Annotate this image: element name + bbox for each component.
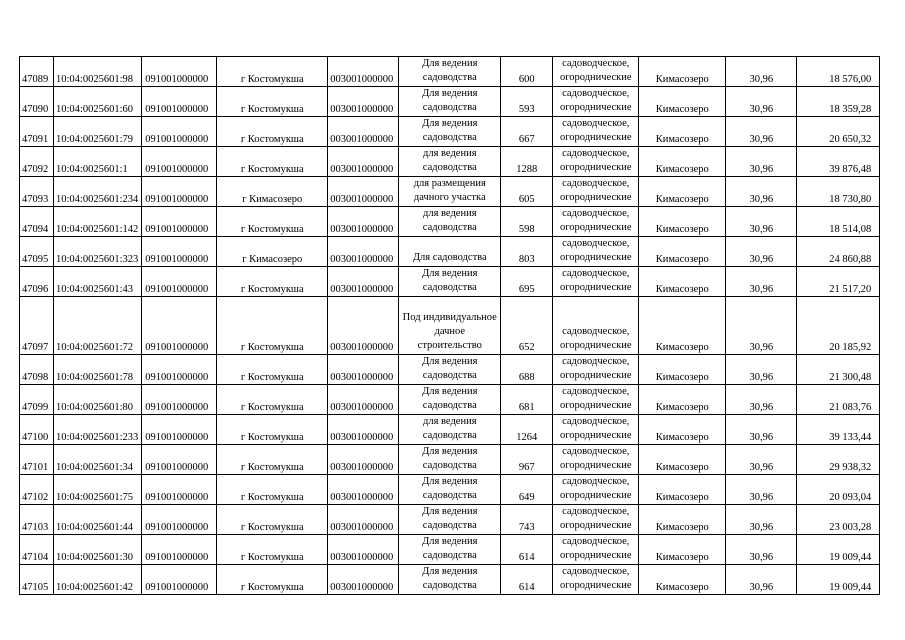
cadastral-value-cell: 23 003,28 — [797, 505, 880, 535]
location-cell: Кимасозеро — [639, 385, 726, 415]
location-cell: Кимасозеро — [639, 355, 726, 385]
record-number-cell: 47100 — [20, 415, 54, 445]
record-number-cell: 47091 — [20, 117, 54, 147]
settlement-cell: г Костомукша — [217, 87, 328, 117]
land-category-cell: садоводческое, огороднические — [553, 57, 639, 87]
land-category-cell: садоводческое, огороднические — [553, 117, 639, 147]
cadastral-number-cell: 10:04:0025601:1 — [54, 147, 142, 177]
location-cell: Кимасозеро — [639, 117, 726, 147]
location-cell: Кимасозеро — [639, 415, 726, 445]
rate-cell: 30,96 — [726, 57, 797, 87]
settlement-cell: г Костомукша — [217, 147, 328, 177]
land-category-cell: садоводческое, огороднические — [553, 505, 639, 535]
permitted-use-cell: Для ведения садоводства — [399, 355, 501, 385]
record-number-cell: 47098 — [20, 355, 54, 385]
record-number-cell: 47104 — [20, 535, 54, 565]
record-number-cell: 47097 — [20, 297, 54, 355]
oktmo-code-cell: 003001000000 — [328, 267, 399, 297]
cadastral-number-cell: 10:04:0025601:34 — [54, 445, 142, 475]
permitted-use-cell: для ведения садоводства — [399, 415, 501, 445]
cadastral-value-cell: 29 938,32 — [797, 445, 880, 475]
permitted-use-cell: Для ведения садоводства — [399, 57, 501, 87]
settlement-cell: г Костомукша — [217, 565, 328, 595]
permitted-use-cell: Для ведения садоводства — [399, 505, 501, 535]
rate-cell: 30,96 — [726, 267, 797, 297]
oktmo-code-cell: 003001000000 — [328, 385, 399, 415]
okato-code-cell: 091001000000 — [142, 445, 217, 475]
cadastral-number-cell: 10:04:0025601:78 — [54, 355, 142, 385]
cadastral-number-cell: 10:04:0025601:75 — [54, 475, 142, 505]
location-cell: Кимасозеро — [639, 297, 726, 355]
land-category-cell: садоводческое, огороднические — [553, 475, 639, 505]
rate-cell: 30,96 — [726, 445, 797, 475]
cadastral-value-cell: 24 860,88 — [797, 237, 880, 267]
cadastral-value-cell: 18 514,08 — [797, 207, 880, 237]
record-number-cell: 47089 — [20, 57, 54, 87]
table-row — [20, 535, 880, 565]
table-row — [20, 267, 880, 297]
rate-cell: 30,96 — [726, 355, 797, 385]
record-number-cell: 47099 — [20, 385, 54, 415]
oktmo-code-cell: 003001000000 — [328, 117, 399, 147]
permitted-use-cell: для ведения садоводства — [399, 147, 501, 177]
okato-code-cell: 091001000000 — [142, 297, 217, 355]
cadastral-number-cell: 10:04:0025601:233 — [54, 415, 142, 445]
land-category-cell: садоводческое, огороднические — [553, 87, 639, 117]
land-category-cell: садоводческое, огороднические — [553, 355, 639, 385]
record-number-cell: 47094 — [20, 207, 54, 237]
area-cell: 614 — [501, 565, 553, 595]
record-number-cell: 47105 — [20, 565, 54, 595]
cadastral-value-cell: 39 876,48 — [797, 147, 880, 177]
rate-cell: 30,96 — [726, 385, 797, 415]
area-cell: 600 — [501, 57, 553, 87]
table-row — [20, 297, 880, 355]
rate-cell: 30,96 — [726, 147, 797, 177]
table-row — [20, 147, 880, 177]
cadastral-value-cell: 20 093,04 — [797, 475, 880, 505]
cadastral-number-cell: 10:04:0025601:60 — [54, 87, 142, 117]
cadastral-value-cell: 18 730,80 — [797, 177, 880, 207]
table-row — [20, 355, 880, 385]
table-row — [20, 415, 880, 445]
oktmo-code-cell: 003001000000 — [328, 565, 399, 595]
cadastral-value-cell: 21 300,48 — [797, 355, 880, 385]
record-number-cell: 47095 — [20, 237, 54, 267]
cadastral-value-cell: 39 133,44 — [797, 415, 880, 445]
table-row — [20, 475, 880, 505]
record-number-cell: 47090 — [20, 87, 54, 117]
settlement-cell: г Костомукша — [217, 475, 328, 505]
oktmo-code-cell: 003001000000 — [328, 297, 399, 355]
area-cell: 1264 — [501, 415, 553, 445]
land-parcel-table — [19, 56, 880, 595]
oktmo-code-cell: 003001000000 — [328, 505, 399, 535]
location-cell: Кимасозеро — [639, 57, 726, 87]
oktmo-code-cell: 003001000000 — [328, 237, 399, 267]
rate-cell: 30,96 — [726, 475, 797, 505]
table-body — [20, 57, 880, 595]
location-cell: Кимасозеро — [639, 87, 726, 117]
area-cell: 652 — [501, 297, 553, 355]
permitted-use-cell: Для ведения садоводства — [399, 535, 501, 565]
settlement-cell: г Костомукша — [217, 415, 328, 445]
oktmo-code-cell: 003001000000 — [328, 445, 399, 475]
rate-cell: 30,96 — [726, 237, 797, 267]
settlement-cell: г Костомукша — [217, 117, 328, 147]
cadastral-value-cell: 18 359,28 — [797, 87, 880, 117]
table-row — [20, 207, 880, 237]
location-cell: Кимасозеро — [639, 565, 726, 595]
okato-code-cell: 091001000000 — [142, 535, 217, 565]
oktmo-code-cell: 003001000000 — [328, 147, 399, 177]
okato-code-cell: 091001000000 — [142, 177, 217, 207]
table-row — [20, 565, 880, 595]
settlement-cell: г Костомукша — [217, 267, 328, 297]
location-cell: Кимасозеро — [639, 445, 726, 475]
cadastral-value-cell: 19 009,44 — [797, 535, 880, 565]
permitted-use-cell: Для садоводства — [399, 237, 501, 267]
rate-cell: 30,96 — [726, 207, 797, 237]
okato-code-cell: 091001000000 — [142, 87, 217, 117]
cadastral-value-cell: 21 083,76 — [797, 385, 880, 415]
rate-cell: 30,96 — [726, 297, 797, 355]
area-cell: 593 — [501, 87, 553, 117]
table-row — [20, 505, 880, 535]
permitted-use-cell: Для ведения садоводства — [399, 267, 501, 297]
area-cell: 614 — [501, 535, 553, 565]
okato-code-cell: 091001000000 — [142, 355, 217, 385]
permitted-use-cell: Для ведения садоводства — [399, 445, 501, 475]
permitted-use-cell: Для ведения садоводства — [399, 87, 501, 117]
cadastral-number-cell: 10:04:0025601:80 — [54, 385, 142, 415]
cadastral-value-cell: 21 517,20 — [797, 267, 880, 297]
record-number-cell: 47103 — [20, 505, 54, 535]
rate-cell: 30,96 — [726, 87, 797, 117]
oktmo-code-cell: 003001000000 — [328, 87, 399, 117]
cadastral-value-cell: 18 576,00 — [797, 57, 880, 87]
okato-code-cell: 091001000000 — [142, 147, 217, 177]
area-cell: 688 — [501, 355, 553, 385]
settlement-cell: г Костомукша — [217, 385, 328, 415]
cadastral-number-cell: 10:04:0025601:72 — [54, 297, 142, 355]
cadastral-number-cell: 10:04:0025601:79 — [54, 117, 142, 147]
permitted-use-cell: Для ведения садоводства — [399, 565, 501, 595]
location-cell: Кимасозеро — [639, 475, 726, 505]
table-row — [20, 445, 880, 475]
settlement-cell: г Кимасозеро — [217, 237, 328, 267]
land-category-cell: садоводческое, огороднические — [553, 147, 639, 177]
settlement-cell: г Костомукша — [217, 57, 328, 87]
okato-code-cell: 091001000000 — [142, 415, 217, 445]
location-cell: Кимасозеро — [639, 267, 726, 297]
settlement-cell: г Костомукша — [217, 355, 328, 385]
location-cell: Кимасозеро — [639, 177, 726, 207]
land-category-cell: садоводческое, огороднические — [553, 177, 639, 207]
land-category-cell: садоводческое, огороднические — [553, 237, 639, 267]
rate-cell: 30,96 — [726, 505, 797, 535]
cadastral-number-cell: 10:04:0025601:98 — [54, 57, 142, 87]
land-category-cell: садоводческое, огороднические — [553, 385, 639, 415]
land-category-cell: садоводческое, огороднические — [553, 415, 639, 445]
settlement-cell: г Костомукша — [217, 445, 328, 475]
okato-code-cell: 091001000000 — [142, 385, 217, 415]
record-number-cell: 47093 — [20, 177, 54, 207]
rate-cell: 30,96 — [726, 177, 797, 207]
land-category-cell: садоводческое, огороднические — [553, 207, 639, 237]
settlement-cell: г Костомукша — [217, 207, 328, 237]
record-number-cell: 47096 — [20, 267, 54, 297]
cadastral-value-cell: 20 650,32 — [797, 117, 880, 147]
okato-code-cell: 091001000000 — [142, 267, 217, 297]
oktmo-code-cell: 003001000000 — [328, 415, 399, 445]
settlement-cell: г Костомукша — [217, 535, 328, 565]
location-cell: Кимасозеро — [639, 505, 726, 535]
area-cell: 649 — [501, 475, 553, 505]
area-cell: 743 — [501, 505, 553, 535]
rate-cell: 30,96 — [726, 117, 797, 147]
area-cell: 681 — [501, 385, 553, 415]
cadastral-number-cell: 10:04:0025601:30 — [54, 535, 142, 565]
okato-code-cell: 091001000000 — [142, 237, 217, 267]
land-category-cell: садоводческое, огороднические — [553, 535, 639, 565]
permitted-use-cell: для размещения дачного участка — [399, 177, 501, 207]
area-cell: 598 — [501, 207, 553, 237]
land-category-cell: садоводческое, огороднические — [553, 445, 639, 475]
table-row — [20, 177, 880, 207]
cadastral-number-cell: 10:04:0025601:44 — [54, 505, 142, 535]
settlement-cell: г Кимасозеро — [217, 177, 328, 207]
area-cell: 605 — [501, 177, 553, 207]
oktmo-code-cell: 003001000000 — [328, 207, 399, 237]
okato-code-cell: 091001000000 — [142, 565, 217, 595]
permitted-use-cell: для ведения садоводства — [399, 207, 501, 237]
cadastral-number-cell: 10:04:0025601:323 — [54, 237, 142, 267]
table-row — [20, 385, 880, 415]
cadastral-number-cell: 10:04:0025601:142 — [54, 207, 142, 237]
permitted-use-cell: Для ведения садоводства — [399, 117, 501, 147]
location-cell: Кимасозеро — [639, 147, 726, 177]
location-cell: Кимасозеро — [639, 207, 726, 237]
cadastral-number-cell: 10:04:0025601:234 — [54, 177, 142, 207]
location-cell: Кимасозеро — [639, 237, 726, 267]
oktmo-code-cell: 003001000000 — [328, 177, 399, 207]
okato-code-cell: 091001000000 — [142, 57, 217, 87]
table-row — [20, 237, 880, 267]
oktmo-code-cell: 003001000000 — [328, 535, 399, 565]
record-number-cell: 47101 — [20, 445, 54, 475]
oktmo-code-cell: 003001000000 — [328, 475, 399, 505]
permitted-use-cell: Под индивидуальное дачное строительство — [399, 297, 501, 355]
okato-code-cell: 091001000000 — [142, 475, 217, 505]
land-category-cell: садоводческое, огороднические — [553, 565, 639, 595]
table-row — [20, 87, 880, 117]
rate-cell: 30,96 — [726, 535, 797, 565]
oktmo-code-cell: 003001000000 — [328, 57, 399, 87]
okato-code-cell: 091001000000 — [142, 207, 217, 237]
cadastral-number-cell: 10:04:0025601:42 — [54, 565, 142, 595]
okato-code-cell: 091001000000 — [142, 117, 217, 147]
okato-code-cell: 091001000000 — [142, 505, 217, 535]
rate-cell: 30,96 — [726, 415, 797, 445]
land-category-cell: садоводческое, огороднические — [553, 297, 639, 355]
oktmo-code-cell: 003001000000 — [328, 355, 399, 385]
area-cell: 695 — [501, 267, 553, 297]
cadastral-value-cell: 20 185,92 — [797, 297, 880, 355]
area-cell: 667 — [501, 117, 553, 147]
area-cell: 967 — [501, 445, 553, 475]
table-row — [20, 117, 880, 147]
land-category-cell: садоводческое, огороднические — [553, 267, 639, 297]
cadastral-value-cell: 19 009,44 — [797, 565, 880, 595]
record-number-cell: 47092 — [20, 147, 54, 177]
cadastral-number-cell: 10:04:0025601:43 — [54, 267, 142, 297]
table-row — [20, 57, 880, 87]
permitted-use-cell: Для ведения садоводства — [399, 385, 501, 415]
location-cell: Кимасозеро — [639, 535, 726, 565]
permitted-use-cell: Для ведения садоводства — [399, 475, 501, 505]
settlement-cell: г Костомукша — [217, 505, 328, 535]
settlement-cell: г Костомукша — [217, 297, 328, 355]
area-cell: 803 — [501, 237, 553, 267]
record-number-cell: 47102 — [20, 475, 54, 505]
rate-cell: 30,96 — [726, 565, 797, 595]
area-cell: 1288 — [501, 147, 553, 177]
